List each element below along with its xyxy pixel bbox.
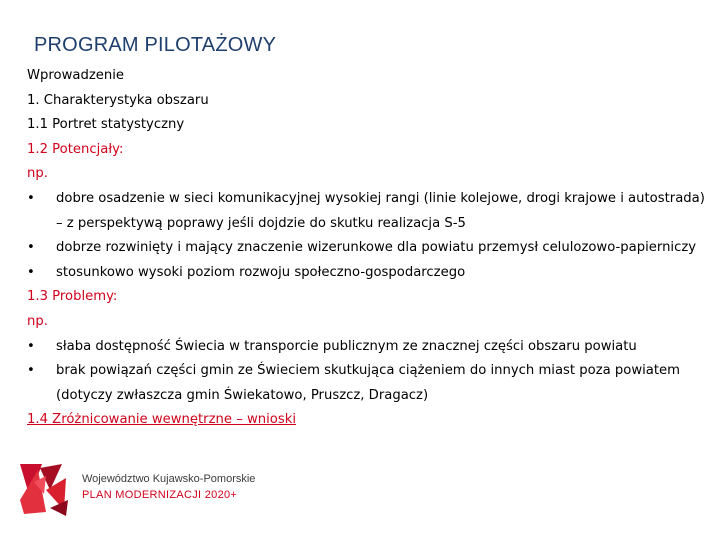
list-item-text: słaba dostępność Świecia w transporcie publicznym ze znacznej części obszaru powiatu	[56, 338, 637, 354]
list-item	[27, 236, 707, 261]
list-item-text: dobrze rozwinięty i mający znaczenie wizerunkowe dla powiatu przemysł celulozowo-papierniczy	[56, 240, 697, 256]
intro-heading: Wprowadzenie	[27, 68, 125, 83]
red-geometric-shapes-icon	[16, 460, 76, 520]
section-1-2-heading: 1.2 Potencjały:	[27, 141, 124, 157]
list-item	[27, 335, 707, 360]
section-1-1-heading: 1.1 Portret statystyczny	[27, 117, 185, 133]
section-1-3-heading: 1.3 Problemy:	[27, 289, 118, 305]
bullet-icon: •	[27, 363, 35, 379]
list-item	[27, 359, 707, 408]
section-1-4-heading: 1.4 Zróżnicowanie wewnętrzne – wnioski	[27, 412, 297, 428]
bullet-icon: •	[27, 190, 35, 206]
logo	[16, 460, 286, 520]
list-item-text: stosunkowo wysoki poziom rozwoju społeczno-gospodarczego	[56, 264, 466, 280]
list-item	[27, 187, 707, 236]
bullet-icon: •	[27, 264, 35, 280]
page-title: PROGRAM PILOTAŻOWY	[34, 34, 277, 56]
bullet-icon: •	[27, 240, 35, 256]
list-item-text: dobre osadzenie w sieci komunikacyjnej wysokiej rangi (linie kolejowe, drogi krajowe i autostrada) – z perspektywą poprawy jeśli dojdzie do skutku realizacja S-5	[56, 190, 705, 231]
np-label-problems: np.	[27, 313, 48, 329]
np-label-potentials: np.	[27, 166, 48, 182]
logo-line-1: Województwo Kujawsko-Pomorskie	[82, 473, 256, 485]
content-body	[27, 64, 707, 433]
logo-line-2: PLAN MODERNIZACJI 2020+	[82, 489, 238, 501]
section-1-heading: 1. Charakterystyka obszaru	[27, 92, 209, 108]
bullet-icon: •	[27, 338, 35, 354]
list-item	[27, 261, 707, 286]
list-item-text: brak powiązań części gmin ze Świeciem skutkująca ciążeniem do innych miast poza powiatem (dotyczy zwłaszcza gmin Świekatowo, Pruszcz, Dragacz)	[56, 363, 681, 403]
